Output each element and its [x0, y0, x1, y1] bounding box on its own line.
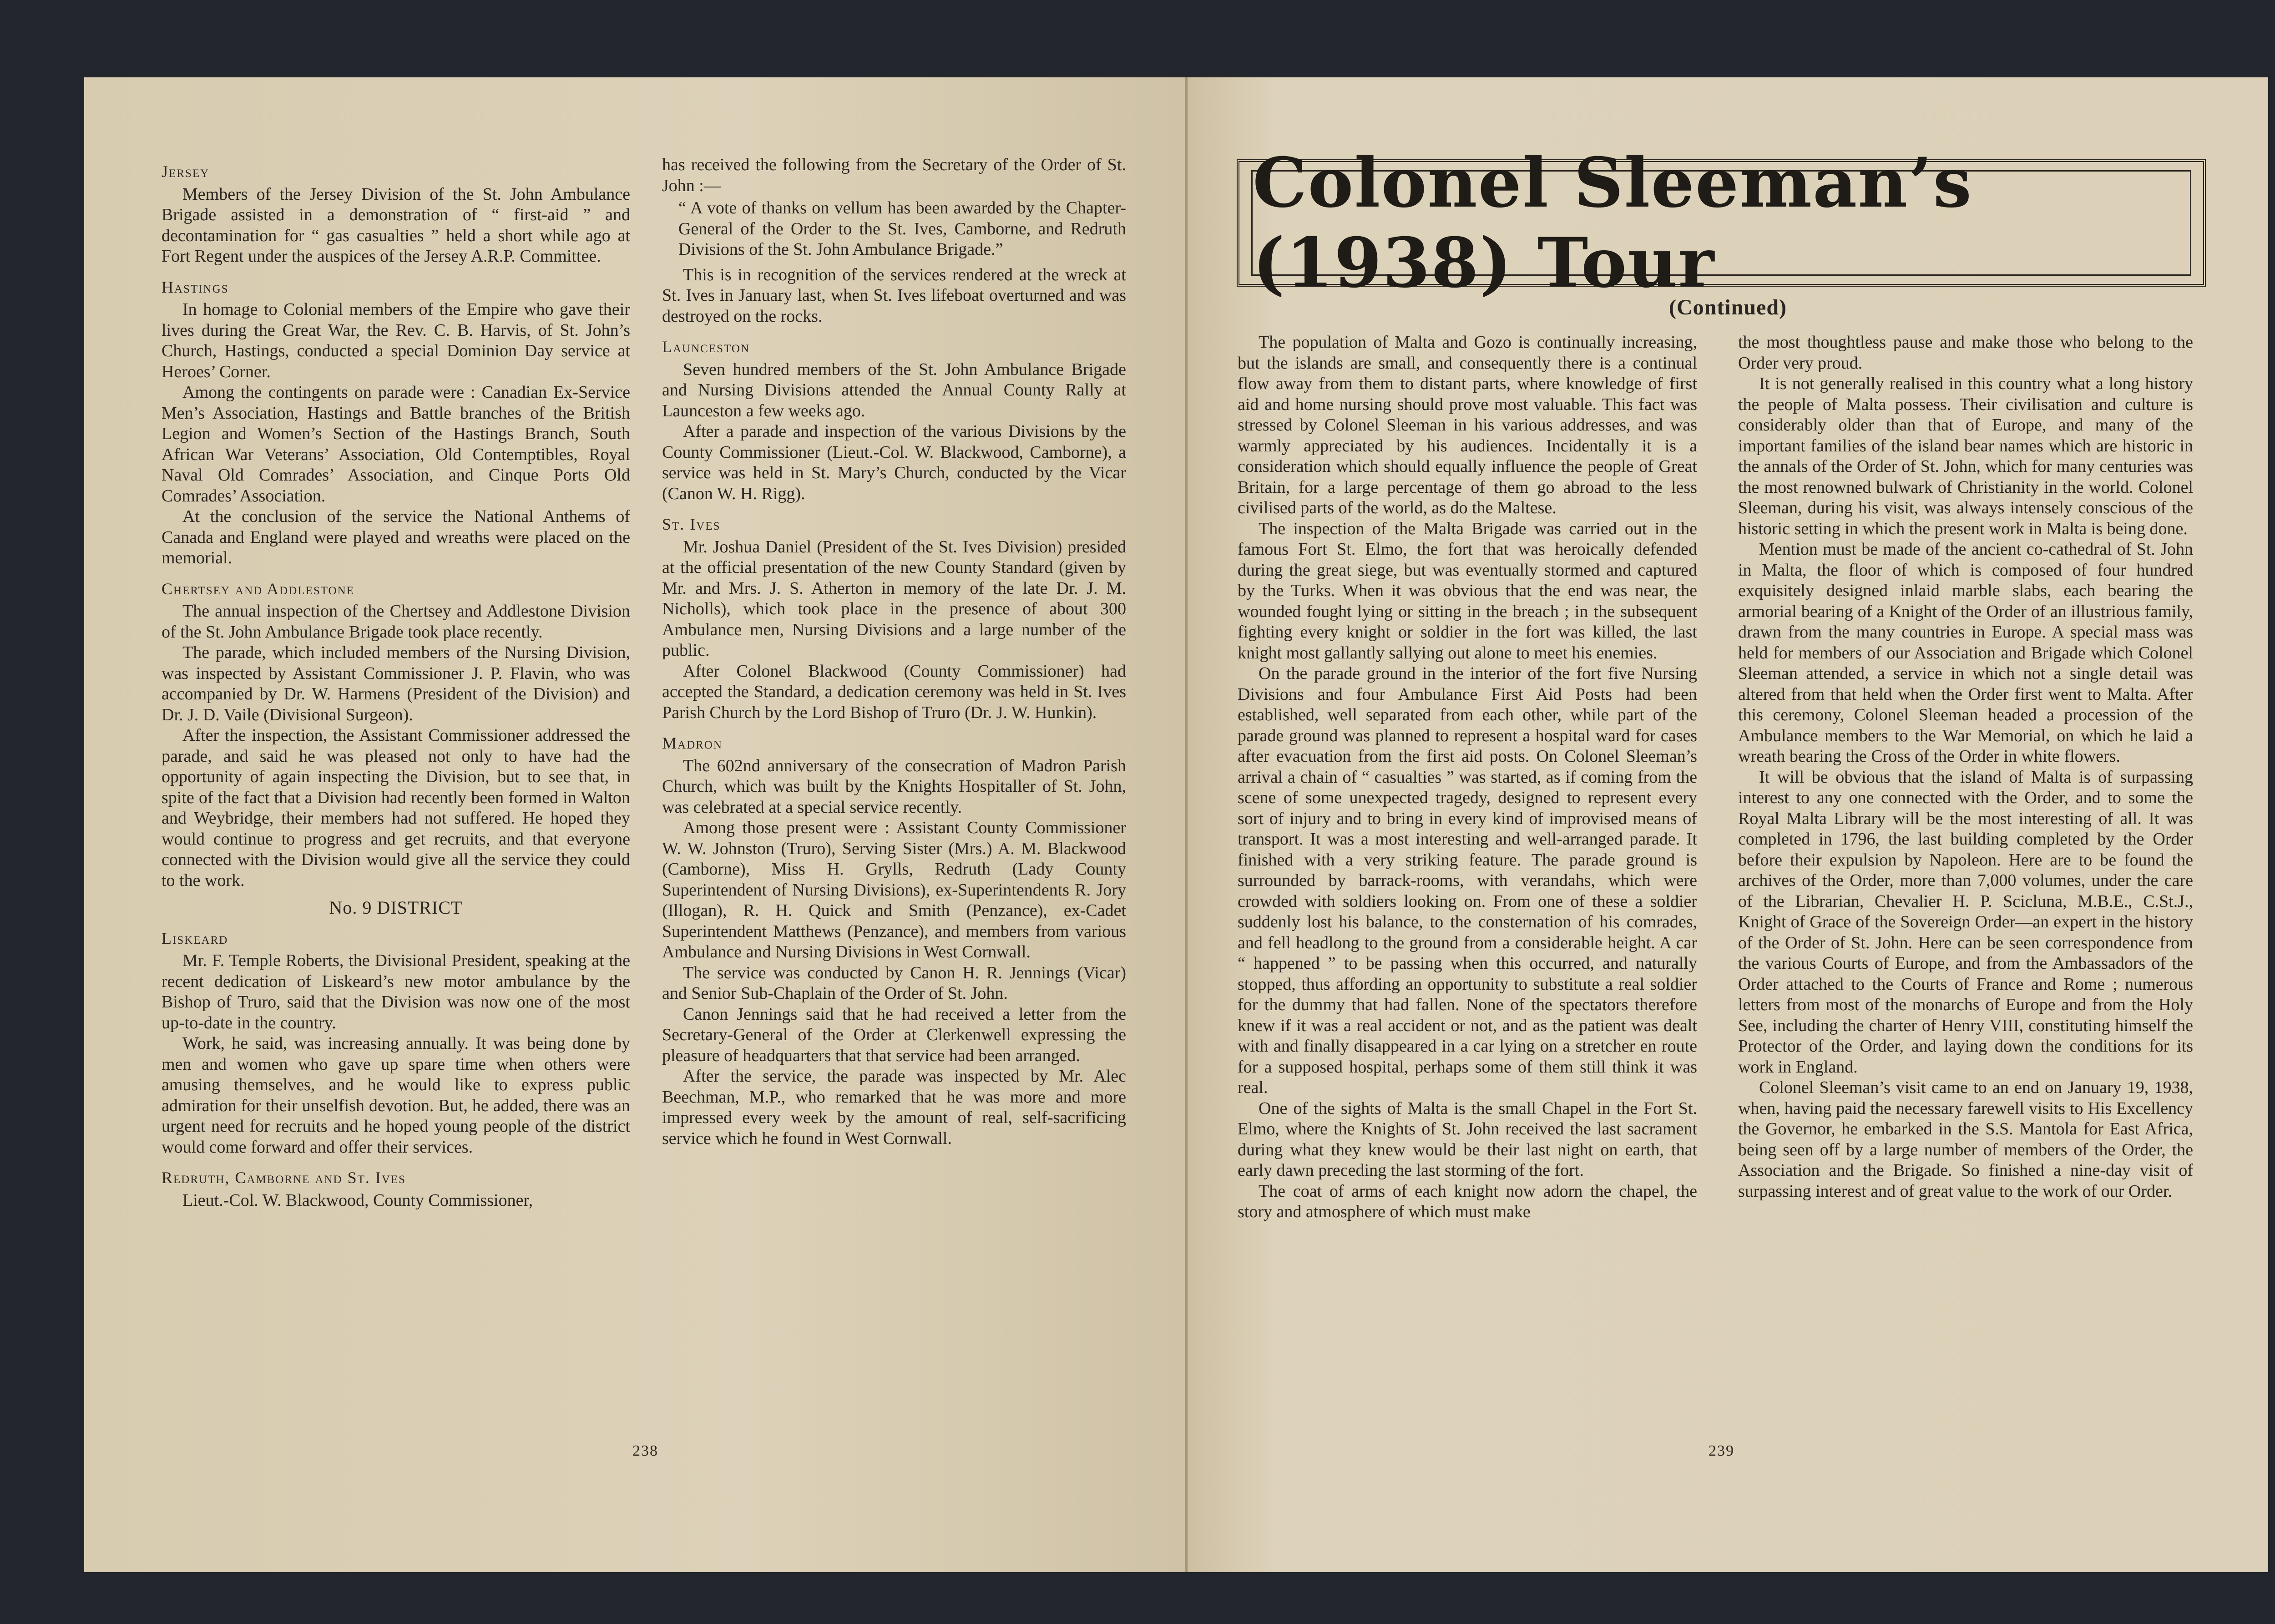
section-heading: Liskeard — [162, 929, 228, 947]
page-number: 239 — [1709, 1442, 1734, 1459]
paragraph: After a parade and inspection of the various Divisions by the County Commissioner (Lieut.-Col. W. Blackwood, Camborne), a service was held in St. Mary’s Church, conducted by the Vicar (Canon W. H. Rigg). — [662, 422, 1126, 503]
paragraph: It will be obvious that the island of Malta is of surpassing interest to any one connected with the Order, and to some the Royal Malta Library will be the most interesting of all. It was completed in 1796, the last building completed by the Order before their expulsion by Napoleon. Here are to be found the archives of the Order, more than 7,000 volumes, under the care of the Librarian, Chevalier H. P. Scicluna, M.B.E., C.St.J., Knight of Grace of the Sovereign Order—an expert in the history of the Order of St. John. Here can be seen correspondence from the various Courts of Europe, and from the Ambassadors of the Order attached to the Courts of France and Rome ; numerous letters from most of the monarchs of Europe and from the Holy See, including the charter of Henry VIII, constituting himself the Protector of the Order, and laying down the conditions for its work in England. — [1738, 767, 2193, 1077]
section-heading: Madron — [662, 734, 723, 752]
article-title-frame — [1251, 143, 2191, 303]
section-heading: Redruth, Camborne and St. Ives — [162, 1169, 406, 1187]
district-heading: No. 9 DISTRICT — [329, 897, 463, 918]
paragraph: One of the sights of Malta is the small Chapel in the Fort St. Elmo, where the Knights of St. John received the last sacrament during what they knew would be their last night on earth, that early dawn preceding the last storming of the fort. — [1238, 1098, 1697, 1180]
paragraph: On the parade ground in the interior of the fort five Nursing Divisions and four Ambulance First Aid Posts had been established, well separated from each other, while part of the parade ground was planned to represent a hospital ward for cases after evacuation from the first aid posts. On Colonel Sleeman’s arrival a chain of “ casualties ” was started, as if coming from the scene of some unexpected tragedy, designed to represent every sort of injury and to bring in every kind of improvised means of transport. It was a most interesting and well-arranged parade. It finished with a very striking feature. The parade ground is surrounded by barrack-rooms, with verandahs, which were crowded with soldiers looking on. From one of these a soldier suddenly lost his balance, to the consternation of his comrades, and fell headlong to the ground from a considerable height. A car “ happened ” to be passing when this occurred, and naturally stopped, thus affording an opportunity to substitute a real soldier for the dummy that had fallen. None of the spectators therefore knew if it was a real accident or not, and as the patient was dealt with and finally disappeared in a car lying on a stretcher en route for a supposed hospital, perhaps some of them still think it was real. — [1238, 664, 1697, 1097]
left-column-1 — [162, 162, 630, 1211]
paragraph: Colonel Sleeman’s visit came to an end on January 19, 1938, when, having paid the necessary farewell visits to His Excellency the Governor, he embarked in the S.S. Mantola for East Africa, being seen off by a large number of members of the Order, the Association and the Brigade. So finished a nine-day visit of surpassing interest and of great value to the work of our Order. — [1738, 1078, 2193, 1201]
paragraph: After the inspection, the Assistant Commissioner addressed the parade, and said he was pleased not only to have had the opportunity of again inspecting the Division, but to see that, in spite of the fact that a Division had recently been formed in Walton and Weybridge, their members had not suffered. He hoped they would continue to progress and get recruits, and that everyone connected with the Division would give all the service they could to the work. — [162, 726, 630, 890]
paragraph: Canon Jennings said that he had received a letter from the Secretary-General of the Order at Clerkenwell expressing the pleasure of headquarters that that service had been arranged. — [662, 1004, 1126, 1065]
paragraph: The inspection of the Malta Brigade was carried out in the famous Fort St. Elmo, the fort that was heroically defended during the great siege, but was eventually stormed and captured by the Turks. When it was obvious that the end was near, the wounded fought lying or sitting in the breach ; in the subsequent fighting every knight or soldier in the fort was killed, the last knight most gallantly sallying out alone to meet his enemies. — [1238, 519, 1697, 663]
paragraph: Among the contingents on parade were : Canadian Ex-Service Men’s Association, Hastings and Battle branches of the British Legion and Women’s Section of the Hastings Branch, South African War Veterans’ Association, Old Contemptibles, Royal Naval Old Comrades’ Association, and Cinque Ports Old Comrades’ Association. — [162, 383, 630, 506]
paragraph: Mr. Joshua Daniel (President of the St. Ives Division) presided at the official presentation of the new County Standard (given by Mr. and Mrs. J. S. Atherton in memory of the late Dr. J. M. Nicholls), which took place in the presence of about 300 Ambulance men, Nursing Divisions and a large number of the public. — [662, 537, 1126, 660]
paragraph: Mention must be made of the ancient co-cathedral of St. John in Malta, the floor of which is composed of four hundred exquisitely designed inlaid marble slabs, each bearing the armorial bearing of a Knight of the Order of an illustrious family, drawn from the many countries in Europe. A special mass was held for members of our Association and Brigade which Colonel Sleeman attended, a service in which not a single detail was altered from that held when the Order first went to Malta. After this ceremony, Colonel Sleeman headed a procession of the Ambulance members to the War Memorial, on which he laid a wreath bearing the Cross of the Order in white flowers. — [1738, 540, 2193, 766]
article-title: Colonel Sleeman’s (1938) Tour — [1253, 143, 1972, 303]
page-number: 238 — [632, 1442, 658, 1459]
paragraph: Members of the Jersey Division of the St. John Ambulance Brigade assisted in a demonstration of “ first-aid ” and decontamination for “ gas casualties ” held a short while ago at Fort Regent under the auspices of the Jersey A.R.P. Committee. — [162, 184, 630, 266]
article-title-box — [1237, 143, 2206, 303]
paragraph: In homage to Colonial members of the Empire who gave their lives during the Great War, the Rev. C. B. Harvis, of St. John’s Church, Hastings, conducted a special Dominion Day service at Heroes’ Corner. — [162, 300, 630, 381]
section-heading: Hastings — [162, 278, 229, 296]
paragraph: has received the following from the Secretary of the Order of St. John :— — [662, 155, 1126, 195]
paragraph: After the service, the parade was inspected by Mr. Alec Beechman, M.P., who remarked that he was more and more impressed every week by the amount of real, self-sacrificing service which he found in West Cornwall. — [662, 1067, 1126, 1148]
paragraph: Work, he said, was increasing annually. It was being done by men and women who gave up spare time when others were amusing themselves, and he would like to express public admiration for their unselfish devotion. But, he added, there was an urgent need for recruits and he hoped young people of the district would come forward and offer their services. — [162, 1034, 630, 1157]
section-heading: St. Ives — [662, 515, 721, 533]
paragraph: the most thoughtless pause and make those who belong to the Order very proud. — [1738, 333, 2193, 373]
paragraph: After Colonel Blackwood (County Commissioner) had accepted the Standard, a dedication ceremony was held in St. Ives Parish Church by the Lord Bishop of Truro (Dr. J. W. Hunkin). — [662, 661, 1126, 722]
left-page — [84, 77, 1185, 1572]
paragraph: It is not generally realised in this country what a long history the people of Malta possess. Their civilisation and culture is considerably older than that of Europe, and many of the important families of the island bear names which are historic in the annals of the Order of St. John, which for many centuries was the most renowned bulwark of Christianity in the world. Colonel Sleeman, during his visit, was always intensely conscious of the historic setting in which the present work in Malta is being done. — [1738, 374, 2193, 538]
section-heading: Launceston — [662, 338, 750, 356]
right-column-2 — [1738, 332, 2193, 1202]
paragraph: Lieut.-Col. W. Blackwood, County Commissioner, — [182, 1190, 533, 1210]
paragraph: The annual inspection of the Chertsey and Addlestone Division of the St. John Ambulance Brigade took place recently. — [162, 602, 630, 642]
paragraph: Seven hundred members of the St. John Ambulance Brigade and Nursing Divisions attended the Annual County Rally at Launceston a few weeks ago. — [662, 359, 1126, 420]
paragraph: At the conclusion of the service the National Anthems of Canada and England were played and wreaths were placed on the memorial. — [162, 507, 630, 567]
paragraph: This is in recognition of the services rendered at the wreck at St. Ives in January last, when St. Ives lifeboat overturned and was destroyed on the rocks. — [662, 265, 1126, 326]
paragraph: The coat of arms of each knight now adorn the chapel, the story and atmosphere of which must make — [1238, 1181, 1697, 1221]
paragraph: The population of Malta and Gozo is continually increasing, but the islands are small, and consequently there is a continual flow away from them to distant parts, where knowledge of first aid and home nursing should prove most valuable. This fact was stressed by Colonel Sleeman in his various addresses, and was warmly appreciated by his audiences. Incidentally it is a consideration which should equally influence the people of Great Britain, for a large percentage of them go abroad to the less civilised parts of the world, as do the Maltese. — [1238, 333, 1697, 517]
section-heading: Jersey — [162, 162, 210, 181]
article-subtitle: (Continued) — [1668, 295, 1787, 319]
paragraph: The service was conducted by Canon H. R. Jennings (Vicar) and Senior Sub-Chaplain of the Order of St. John. — [662, 963, 1126, 1003]
paragraph: Among those present were : Assistant County Commissioner W. W. Johnston (Truro), Serving Sister (Mrs.) A. M. Blackwood (Camborne), Miss H. Grylls, Redruth (Lady County Superintendent of Nursing Divisions), ex-Superintendents R. Jory (Illogan), R. H. Quick and Smith (Penzance), ex-Cadet Superintendent Matthews (Penzance), and members from various Ambulance and Nursing Divisions in West Cornwall. — [662, 818, 1126, 961]
paragraph: The 602nd anniversary of the consecration of Madron Parish Church, which was built by the Knights Hospitaller of St. John, was celebrated at a special service recently. — [662, 756, 1126, 817]
section-heading: Chertsey and Addlestone — [162, 579, 354, 598]
right-column-1 — [1238, 332, 1697, 1223]
block-quote: “ A vote of thanks on vellum has been awarded by the Chapter-General of the Order to the St. Ives, Camborne, and Redruth Divisions of the St. John Ambulance Brigade.” — [678, 198, 1126, 259]
paragraph: Mr. F. Temple Roberts, the Divisional President, speaking at the recent dedication of Liskeard’s new motor ambulance by the Bishop of Truro, said that the Division was now one of the most up-to-date in the country. — [162, 951, 630, 1032]
left-column-2 — [662, 155, 1126, 1149]
paragraph: The parade, which included members of the Nursing Division, was inspected by Assistant Commissioner J. P. Flavin, who was accompanied by Dr. W. Harmens (President of the Division) and Dr. J. D. Vaile (Divisional Surgeon). — [162, 643, 630, 724]
right-page — [1188, 77, 2268, 1572]
